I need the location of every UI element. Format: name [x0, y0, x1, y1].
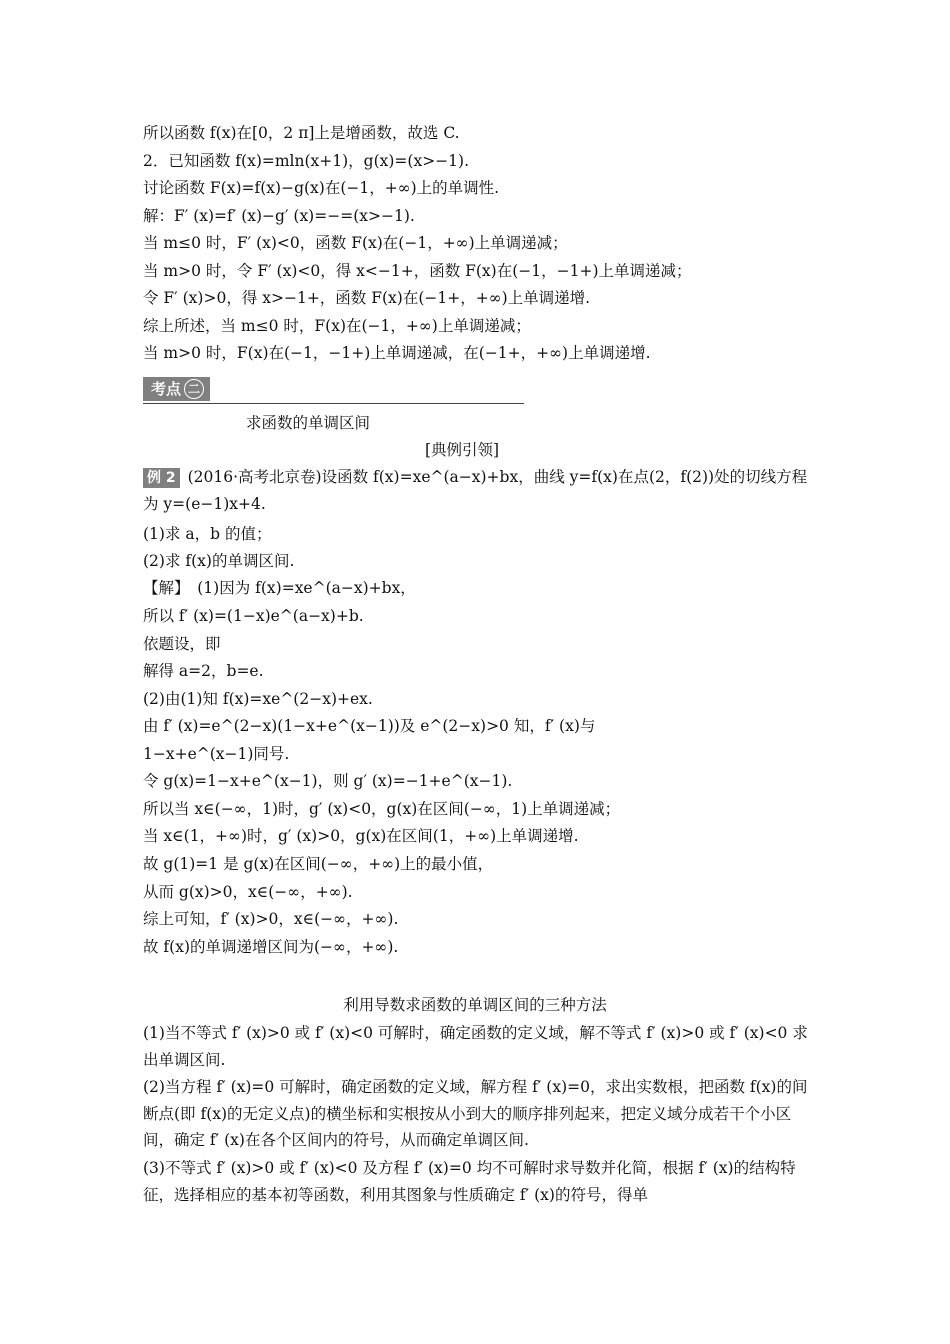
method-item: (3)不等式 f′ (x)>0 或 f′ (x)<0 及方程 f′ (x)=0 均不可解时求导数并化简，根据 f′ (x)的结构特征，选择相应的基本初等函数，利用其图象与性质确定 f′ (x)的符号，得单	[143, 1159, 796, 1204]
method-item: (2)当方程 f′ (x)=0 可解时，确定函数的定义域，解方程 f′ (x)=0，求出实数根，把函数 f(x)的间断点(即 f(x)的无定义点)的横坐标和实根按从小到大的顺序排列起来，把定义域分成若干个小区间，确定 f′ (x)在各个区间内的符号，从而确定单调区间.	[143, 1078, 808, 1150]
text-line: 当 m>0 时，F(x)在(−1，−1+)上单调递减，在(−1+，+∞)上单调递增.	[143, 344, 651, 362]
text-line: (2)求 f(x)的单调区间.	[143, 552, 295, 570]
example-badge: 例 2	[143, 468, 180, 488]
text-line: 所以函数 f(x)在[0，2 π]上是增函数，故选 C.	[143, 124, 460, 142]
example-paragraph	[143, 464, 813, 517]
text-line: 当 m≤0 时，F′ (x)<0，函数 F(x)在(−1，+∞)上单调递减；	[143, 234, 568, 252]
text-line: 令 F′ (x)>0，得 x>−1+，函数 F(x)在(−1+，+∞)上单调递增.	[143, 289, 591, 307]
text-line: 2．已知函数 f(x)=mln(x+1)，g(x)=(x>−1).	[143, 152, 470, 170]
text-line: 故 f(x)的单调递增区间为(−∞，+∞).	[143, 938, 399, 956]
text-line: 由 f′ (x)=e^(2−x)(1−x+e^(x−1))及 e^(2−x)>0 知，f′ (x)与	[143, 717, 596, 735]
text-line: 当 m>0 时，令 F′ (x)<0，得 x<−1+，函数 F(x)在(−1，−1+)上单调递减；	[143, 262, 692, 280]
text-line: 所以 f′ (x)=(1−x)e^(a−x)+b.	[143, 607, 364, 625]
example-text: (2016·高考北京卷)设函数 f(x)=xe^(a−x)+bx，曲线 y=f(x)在点(2，f(2))处的切线方程为 y=(e−1)x+4.	[143, 468, 808, 513]
methods-title: 利用导数求函数的单调区间的三种方法	[343, 996, 607, 1014]
text-line: 综上可知，f′ (x)>0，x∈(−∞，+∞).	[143, 910, 399, 928]
section-badge-label: 考点	[151, 380, 182, 398]
text-line: 1−x+e^(x−1)同号.	[143, 745, 290, 763]
text-line: (1)求 a，b 的值；	[143, 525, 272, 543]
section-badge	[143, 377, 210, 401]
section-title: 求函数的单调区间	[246, 414, 371, 432]
text-line: 【解】 (1)因为 f(x)=xe^(a−x)+bx，	[143, 579, 416, 597]
text-line: 综上所述，当 m≤0 时，F(x)在(−1，+∞)上单调递减；	[143, 317, 531, 335]
text-line: 令 g(x)=1−x+e^(x−1)，则 g′ (x)=−1+e^(x−1).	[143, 772, 513, 790]
section-divider	[143, 403, 524, 404]
method-item: (1)当不等式 f′ (x)>0 或 f′ (x)<0 可解时，确定函数的定义域，解不等式 f′ (x)>0 或 f′ (x)<0 求出单调区间.	[143, 1024, 808, 1069]
text-line: 所以当 x∈(−∞，1)时，g′ (x)<0，g(x)在区间(−∞，1)上单调递减；	[143, 800, 621, 818]
text-line: 故 g(1)=1 是 g(x)在区间(−∞，+∞)上的最小值，	[143, 855, 494, 873]
text-line: 当 x∈(1，+∞)时，g′ (x)>0，g(x)在区间(1，+∞)上单调递增.	[143, 827, 579, 845]
text-line: 依题设，即	[143, 635, 221, 653]
text-line: 解：F′ (x)=f′ (x)−g′ (x)=−=(x>−1).	[143, 207, 415, 225]
section-subtitle: [典例引领]	[425, 441, 500, 459]
text-line: (2)由(1)知 f(x)=xe^(2−x)+ex.	[143, 690, 373, 708]
section-number-icon: 二	[184, 379, 204, 399]
text-line: 讨论函数 F(x)=f(x)−g(x)在(−1，+∞)上的单调性.	[143, 179, 500, 197]
text-line: 从而 g(x)>0，x∈(−∞，+∞).	[143, 883, 353, 901]
text-line: 解得 a=2，b=e.	[143, 662, 264, 680]
